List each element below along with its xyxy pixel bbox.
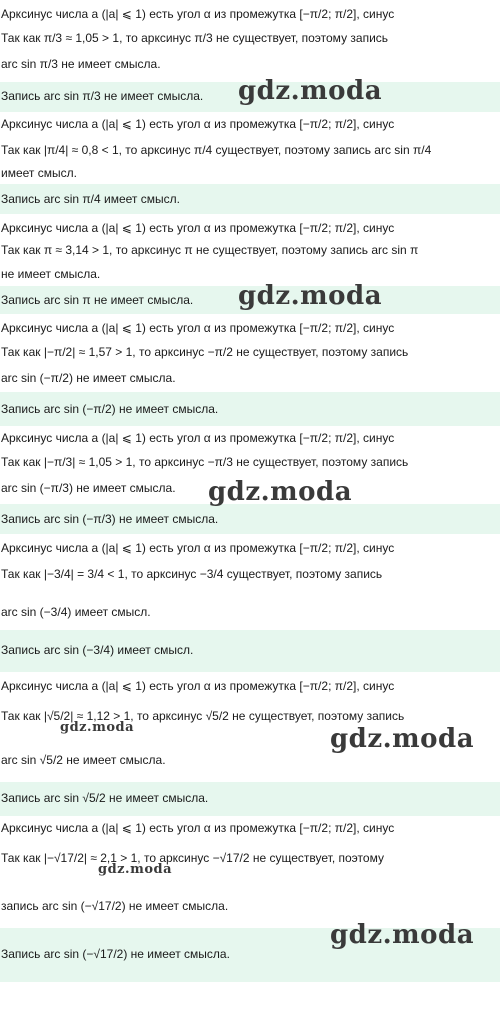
reasoning-line: Так как |√5/2| ≈ 1,12 > 1, то арксинус √5/2 не существует, поэтому запись <box>1 709 405 723</box>
solution-block <box>0 314 500 392</box>
answer-row <box>0 392 500 426</box>
watermark-logo: gdz.moda <box>238 281 383 311</box>
reasoning-line: имеет смысл. <box>1 166 77 180</box>
answer-text: Запись arc sin √5/2 не имеет смысла. <box>1 791 209 805</box>
reasoning-line: не имеет смысла. <box>1 267 101 281</box>
reasoning-line: Так как |π/4| ≈ 0,8 < 1, то арксинус π/4 существует, поэтому запись arc sin π/4 <box>1 143 432 157</box>
watermark-logo: gdz.moda <box>330 920 475 950</box>
answer-row <box>0 630 500 672</box>
answer-text: Запись arc sin (−π/2) не имеет смысла. <box>1 402 219 416</box>
definition-line: Арксинус числа a (|a| ⩽ 1) есть угол α из промежутка [−π/2; π/2], синус <box>1 679 395 693</box>
reasoning-line: запись arc sin (−√17/2) не имеет смысла. <box>1 899 229 913</box>
reasoning-line: Так как π/3 ≈ 1,05 > 1, то арксинус π/3 не существует, поэтому запись <box>1 31 389 45</box>
answer-row <box>0 504 500 534</box>
answer-text: Запись arc sin (−π/3) не имеет смысла. <box>1 512 219 526</box>
definition-line: Арксинус числа a (|a| ⩽ 1) есть угол α из промежутка [−π/2; π/2], синус <box>1 321 395 335</box>
answer-row <box>0 184 500 214</box>
answer-text: Запись arc sin π/3 не имеет смысла. <box>1 89 204 103</box>
solution-block <box>0 0 500 82</box>
solution-block <box>0 816 500 928</box>
answer-text: Запись arc sin (−√17/2) не имеет смысла. <box>1 947 230 961</box>
answer-text: Запись arc sin (−3/4) имеет смысл. <box>1 643 194 657</box>
watermark-logo: gdz.moda <box>60 720 135 735</box>
answer-row <box>0 782 500 816</box>
answer-text: Запись arc sin π/4 имеет смысл. <box>1 192 180 206</box>
reasoning-line: Так как |−π/2| ≈ 1,57 > 1, то арксинус −π/2 не существует, поэтому запись <box>1 345 409 359</box>
watermark-logo: gdz.moda <box>330 724 475 754</box>
definition-line: Арксинус числа a (|a| ⩽ 1) есть угол α из промежутка [−π/2; π/2], синус <box>1 221 395 235</box>
solution-block <box>0 214 500 286</box>
reasoning-line: arc sin (−π/2) не имеет смысла. <box>1 371 176 385</box>
solution-block <box>0 112 500 184</box>
definition-line: Арксинус числа a (|a| ⩽ 1) есть угол α из промежутка [−π/2; π/2], синус <box>1 821 395 835</box>
reasoning-line: arc sin (−3/4) имеет смысл. <box>1 605 151 619</box>
watermark-logo: gdz.moda <box>98 862 173 877</box>
definition-line: Арксинус числа a (|a| ⩽ 1) есть угол α из промежутка [−π/2; π/2], синус <box>1 541 395 555</box>
reasoning-line: arc sin (−π/3) не имеет смысла. <box>1 481 176 495</box>
definition-line: Арксинус числа a (|a| ⩽ 1) есть угол α из промежутка [−π/2; π/2], синус <box>1 7 395 21</box>
definition-line: Арксинус числа a (|a| ⩽ 1) есть угол α из промежутка [−π/2; π/2], синус <box>1 117 395 131</box>
answer-text: Запись arc sin π не имеет смысла. <box>1 293 194 307</box>
watermark-logo: gdz.moda <box>208 477 353 507</box>
solution-block <box>0 534 500 630</box>
reasoning-line: arc sin √5/2 не имеет смысла. <box>1 753 166 767</box>
definition-line: Арксинус числа a (|a| ⩽ 1) есть угол α из промежутка [−π/2; π/2], синус <box>1 431 395 445</box>
reasoning-line: Так как π ≈ 3,14 > 1, то арксинус π не существует, поэтому запись arc sin π <box>1 243 419 257</box>
reasoning-line: Так как |−√17/2| ≈ 2,1 > 1, то арксинус −√17/2 не существует, поэтому <box>1 851 384 865</box>
reasoning-line: arc sin π/3 не имеет смысла. <box>1 57 161 71</box>
reasoning-line: Так как |−π/3| ≈ 1,05 > 1, то арксинус −π/3 не существует, поэтому запись <box>1 455 409 469</box>
watermark-logo: gdz.moda <box>238 76 383 106</box>
reasoning-line: Так как |−3/4| = 3/4 < 1, то арксинус −3/4 существует, поэтому запись <box>1 567 383 581</box>
